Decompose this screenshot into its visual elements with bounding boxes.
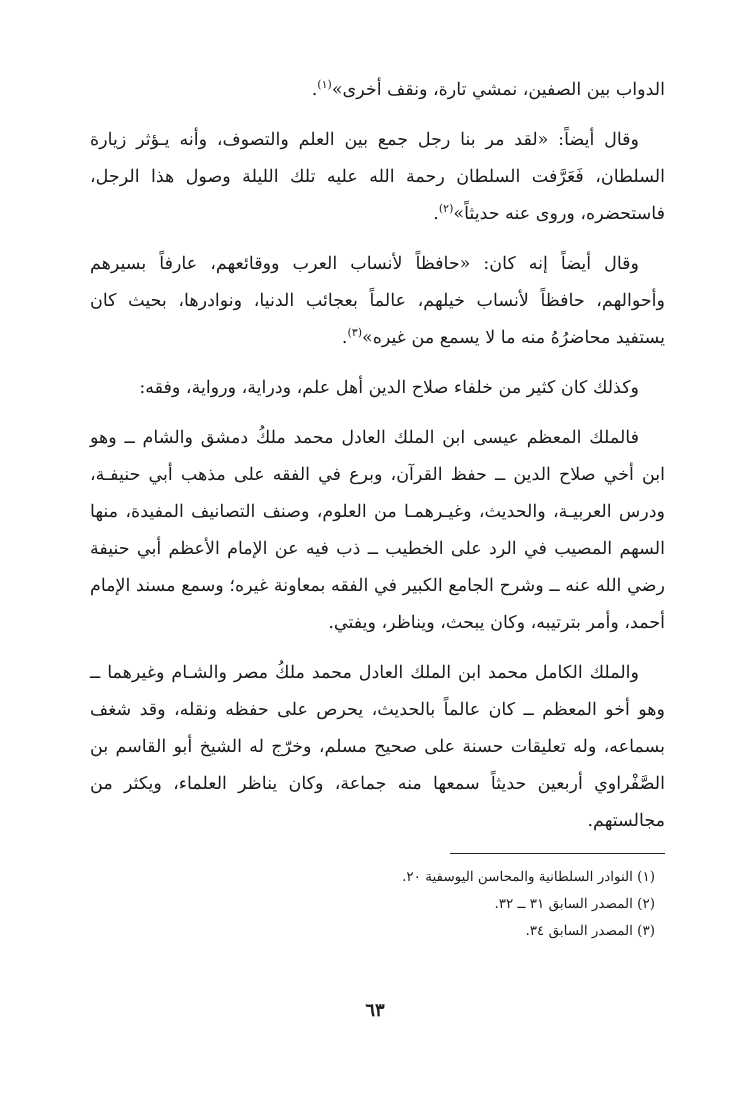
paragraph-tail: . — [433, 204, 439, 224]
paragraph-text: والملك الكامل محمد ابن الملك العادل محمد ملكُ مصر والشـام وغيرهما ــ وهو أخو المعظم ــ كان عالماً بالحديث، يحرص على حفظه ونقله، وقد شغف بسماعه، وله تعليقات حسنة على صحيح مسلم، وخرّج له الشيخ أبو القاسم بن الصَّفْراوي أربعين حديثاً سمعها منه جماعة، وكان يناظر العلماء، ويكثر من مجالستهم. — [90, 663, 665, 831]
paragraph-text: وقال أيضاً: «لقد مر بنا رجل جمع بين العلم والتصوف، وأنه يـؤثر زيارة السلطان، فَعَرَّفت السلطان رحمة الله عليه تلك الليلة وصول هذا الرجل، فاستحضره، وروى عنه حديثاً» — [90, 130, 665, 224]
paragraph-2 — [90, 122, 665, 233]
footnote-reference[interactable]: (٣) — [347, 326, 362, 340]
paragraph-text: الدواب بين الصفين، نمشي تارة، ونقف أخرى» — [331, 80, 665, 100]
footnote-3: (٣) المصدر السابق ٣٤. — [525, 923, 655, 939]
paragraph-tail: . — [341, 328, 348, 348]
paragraph-text: وقال أيضاً إنه كان: «حافظاً لأنساب العرب ووقائعهم، عارفاً بسيرهم وأحوالهم، حافظاً لأنساب خيلهم، عالماً بعجائب الدنيا، ونوادرها، بحيث كان يستفيد محاضرُهُ منه ما لا يسمع من غيره» — [90, 254, 665, 348]
footnote-1: (١) النوادر السلطانية والمحاسن اليوسفية ٢٠. — [402, 869, 655, 885]
paragraph-text: فالملك المعظم عيسى ابن الملك العادل محمد ملكُ دمشق والشام ــ وهو ابن أخي صلاح الدين ــ حفظ القرآن، وبرع في الفقه على مذهب أبي حنيفـة، ودرس العربيـة، والحديث، وغيـرهمـا من العلوم، وصنف التصانيف المفيدة، منها السهم المصيب في الرد على الخطيب ــ ذب فيه عن الإمام الأعظم أبي حنيفة رضي الله عنه ــ وشرح الجامع الكبير في الفقه بمعاونة غيره؛ وسمع مسند الإمام أحمد، وأمر بترتيبه، وكان يبحث، ويناظر، ويفتي. — [90, 428, 665, 633]
footnote-reference[interactable]: (٢) — [438, 202, 454, 216]
footnote-2: (٢) المصدر السابق ٣١ ــ ٣٢. — [494, 896, 655, 912]
paragraph-4 — [90, 370, 665, 407]
footnotes — [90, 864, 665, 945]
paragraph-5 — [90, 420, 665, 642]
footnote-reference[interactable]: (١) — [317, 78, 332, 92]
page-number: ٦٣ — [365, 1000, 385, 1021]
page-body — [90, 72, 665, 945]
paragraph-text: وكذلك كان كثير من خلفاء صلاح الدين أهل علم، ودراية، ورواية، وفقه: — [139, 378, 639, 398]
paragraph-6 — [90, 655, 665, 840]
paragraph-tail: . — [311, 80, 318, 100]
paragraph-3 — [90, 246, 665, 357]
paragraph-1 — [90, 72, 665, 109]
footnote-divider — [450, 853, 665, 854]
